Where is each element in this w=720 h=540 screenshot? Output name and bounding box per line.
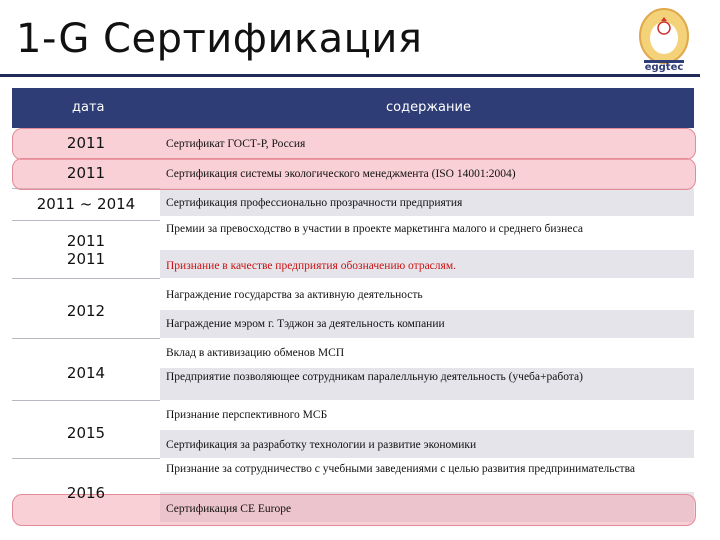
table-header bbox=[12, 88, 694, 128]
content-cell: Предприятие позволяющее сотрудникам паралелльную деятельность (учеба+работа) bbox=[166, 371, 583, 383]
logo-text: eggtec bbox=[644, 62, 684, 73]
content-cell: Награждение мэром г. Тэджон за деятельность компании bbox=[166, 318, 445, 330]
content-cell: Премии за превосходство в участии в проекте маркетинга малого и среднего бизнеса bbox=[166, 223, 583, 235]
content-cell: Признание за сотрудничество с учебными заведениями с целью развития предпринимательства bbox=[166, 463, 635, 475]
content-cell: Сертификат ГОСТ-Р, Россия bbox=[166, 138, 306, 150]
date-cell: 2011 bbox=[66, 134, 106, 152]
date-cell: 2011 bbox=[66, 232, 106, 250]
content-cell: Награждение государства за активную деятельность bbox=[166, 289, 423, 301]
date-divider bbox=[12, 220, 160, 221]
content-cell: Признание перспективного МСБ bbox=[166, 409, 328, 421]
date-divider bbox=[12, 458, 160, 459]
date-divider bbox=[12, 338, 160, 339]
date-cell: 2011 ~ 2014 bbox=[36, 195, 136, 213]
date-cell: 2016 bbox=[66, 484, 106, 502]
page-title: 1-G Сертификация bbox=[16, 16, 423, 62]
date-cell: 2014 bbox=[66, 364, 106, 382]
content-cell: Вклад в активизацию обменов МСП bbox=[166, 347, 345, 359]
date-divider bbox=[12, 400, 160, 401]
column-header-content: содержание bbox=[386, 100, 471, 115]
date-cell: 2011 bbox=[66, 250, 106, 268]
date-divider bbox=[12, 278, 160, 279]
date-cell: 2012 bbox=[66, 302, 106, 320]
date-cell: 2011 bbox=[66, 164, 106, 182]
column-header-date: дата bbox=[72, 100, 105, 115]
title-underline bbox=[0, 74, 700, 77]
content-cell: Сертификация за разработку технологии и развитие экономики bbox=[166, 439, 477, 451]
content-cell: Сертификация системы экологического менеджмента (ISO 14001:2004) bbox=[166, 168, 516, 180]
content-cell: Признание в качестве предприятия обозначению отраслям. bbox=[166, 260, 456, 272]
content-cell: Сертификация CE Europe bbox=[166, 503, 292, 515]
date-cell: 2015 bbox=[66, 424, 106, 442]
content-cell: Сертификация профессионально прозрачности предприятия bbox=[166, 197, 463, 209]
